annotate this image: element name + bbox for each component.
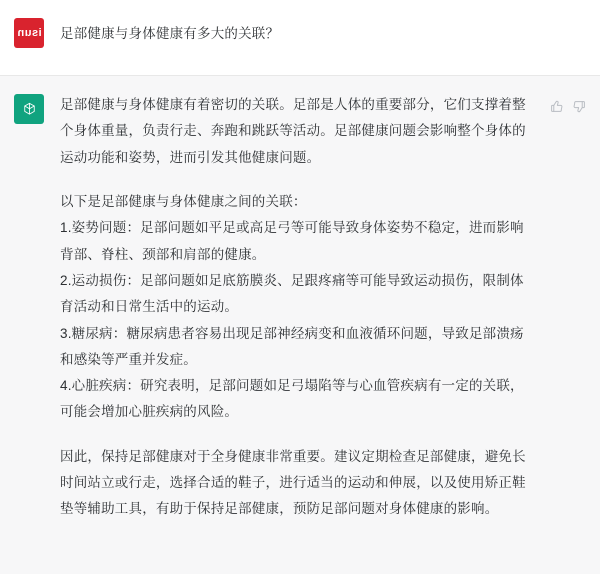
- user-message-row: [0, 0, 600, 76]
- user-avatar-label: isun: [16, 27, 42, 39]
- assistant-line: 育活动和日常生活中的运动。: [60, 299, 239, 315]
- assistant-paragraph-3: [60, 444, 586, 523]
- assistant-line: 和感染等严重并发症。: [60, 351, 197, 367]
- assistant-line: 足部健康与身体健康有着密切的关联。足部是人体的重要部分，它们支撑着整: [60, 97, 526, 112]
- assistant-line: 垫等辅助工具，有助于保持足部健康，预防足部问题对身体健康的影响。: [60, 501, 499, 517]
- openai-logo-icon: [14, 94, 44, 124]
- assistant-message-row: [0, 76, 600, 574]
- assistant-message-text: [60, 92, 586, 523]
- assistant-line: 1.姿势问题：足部问题如平足或高足弓等可能导致身体姿势不稳定，进而影响: [60, 220, 524, 236]
- assistant-line: 2.运动损伤：足部问题如足底筋膜炎、足跟疼痛等可能导致运动损伤，限制体: [60, 272, 524, 288]
- assistant-paragraph-1: [60, 92, 586, 171]
- assistant-line: 4.心脏疾病：研究表明，足部问题如足弓塌陷等与心血管疾病有一定的关联，: [60, 378, 524, 394]
- assistant-line: 因此，保持足部健康对于全身健康非常重要。建议定期检查足部健康，避免长: [60, 448, 526, 464]
- assistant-line: 3.糖尿病：糖尿病患者容易出现足部神经病变和血液循环问题，导致足部溃疡: [60, 325, 524, 341]
- assistant-line: 可能会增加心脏疾病的风险。: [60, 404, 239, 420]
- thumbs-down-icon[interactable]: [573, 100, 586, 113]
- assistant-line: 以下是足部健康与身体健康之间的关联：: [60, 193, 307, 209]
- openai-glyph: [20, 100, 39, 119]
- assistant-line: 个身体重量，负责行走、奔跑和跳跃等活动。足部健康问题会影响整个身体的: [60, 123, 526, 139]
- isun-logo-icon: [14, 18, 44, 48]
- assistant-line: 时间站立或行走，选择合适的鞋子，进行适当的运动和伸展，以及使用矫正鞋: [60, 475, 526, 491]
- user-message-text: 足部健康与身体健康有多大的关联？: [60, 26, 280, 41]
- message-actions: [550, 100, 586, 113]
- assistant-line: 运动功能和姿势，进而引发其他健康问题。: [60, 149, 321, 165]
- assistant-paragraph-2: [60, 189, 586, 426]
- scrollbar[interactable]: [594, 0, 600, 575]
- thumbs-up-icon[interactable]: [550, 100, 563, 113]
- assistant-line: 背部、脊柱、颈部和肩部的健康。: [60, 246, 266, 262]
